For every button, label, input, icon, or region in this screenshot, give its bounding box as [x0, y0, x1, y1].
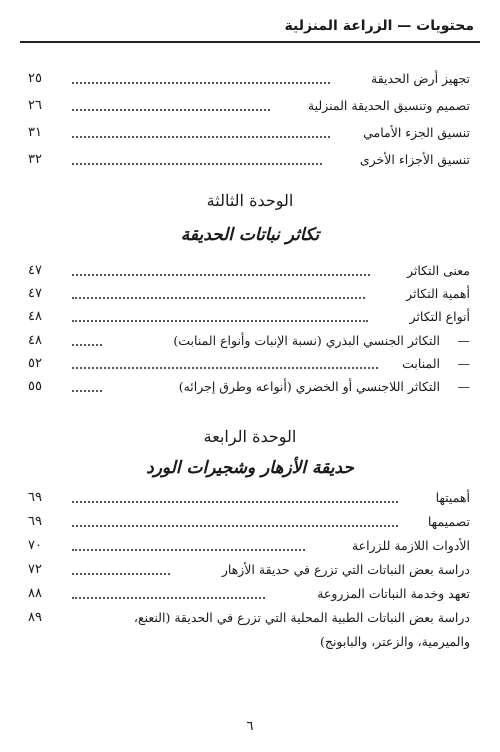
- page-number: ٦: [246, 719, 254, 734]
- toc-entry-page: ٣١: [28, 125, 42, 140]
- sub-entry-dash: —: [457, 333, 470, 348]
- toc-entry-page: ٧٠: [28, 538, 42, 553]
- toc-entry-page: ٤٨: [28, 309, 42, 324]
- toc-entry-page: ٦٩: [28, 490, 42, 505]
- toc-entry-title: تنسيق الجزء الأمامي: [363, 125, 470, 140]
- toc-entry-title: التكاثر اللاجنسي أو الخضري (أنواعه وطرق إجرائه): [178, 379, 440, 394]
- header-rule: [20, 41, 480, 43]
- toc-entry-title: تنسيق الأجزاء الأخرى: [359, 152, 470, 167]
- toc-entry-continuation: والميرمية، والزعتر، والبابونج): [320, 634, 470, 649]
- toc-sub-entry[interactable]: [28, 331, 470, 351]
- toc-entry[interactable]: [28, 560, 470, 580]
- toc-entry[interactable]: [28, 96, 470, 116]
- leader-dots: [72, 274, 370, 276]
- leader-dots: [72, 82, 330, 84]
- toc-entry[interactable]: [28, 261, 470, 281]
- toc-entry-title: أهميتها: [435, 490, 470, 505]
- leader-dots: [72, 297, 365, 299]
- toc-entry[interactable]: [28, 150, 470, 170]
- leader-dots: [72, 109, 270, 111]
- toc-entry-title: الأدوات اللازمة للزراعة: [351, 538, 470, 553]
- unit-label: الوحدة الثالثة: [206, 191, 294, 210]
- toc-entry[interactable]: [28, 69, 470, 89]
- leader-dots: [72, 501, 398, 503]
- leader-dots: [72, 163, 322, 165]
- toc-entry-page: ٤٧: [28, 286, 42, 301]
- toc-entry-page: ٧٢: [28, 562, 42, 577]
- toc-sub-entry[interactable]: [28, 377, 470, 397]
- toc-entry-title: أهمية التكاثر: [406, 286, 470, 301]
- unit-title: تكاثر نباتات الحديقة: [180, 225, 320, 245]
- toc-entry-title: تصميمها: [427, 514, 470, 529]
- toc-entry-page: ٥٥: [28, 379, 42, 394]
- toc-entry[interactable]: [28, 584, 470, 604]
- toc-entry-page: ٥٢: [28, 356, 42, 371]
- unit-title: حديقة الأزهار وشجيرات الورد: [146, 458, 354, 478]
- toc-entry-title: دراسة بعض النباتات الطبية المحلية التي تزرع في الحديقة (النعنع،: [133, 610, 470, 625]
- toc-entry-page: ٢٦: [28, 98, 42, 113]
- toc-entry[interactable]: [28, 488, 470, 508]
- toc-entry[interactable]: [28, 123, 470, 143]
- leader-dots: [72, 549, 305, 551]
- leader-dots: [72, 597, 265, 599]
- toc-entry[interactable]: [28, 608, 470, 628]
- leader-dots: [72, 573, 170, 575]
- toc-entry[interactable]: [28, 284, 470, 304]
- toc-entry[interactable]: [28, 307, 470, 327]
- toc-entry-title: دراسة بعض النباتات التي تزرع في حديقة الأزهار: [221, 562, 470, 577]
- toc-entry-page: ٨٨: [28, 586, 42, 601]
- toc-entry-title: أنواع التكاثر: [409, 309, 470, 324]
- sub-entry-dash: —: [457, 379, 470, 394]
- leader-dots: [72, 344, 102, 346]
- toc-entry-page: ٨٩: [28, 610, 42, 625]
- leader-dots: [72, 390, 102, 392]
- toc-sub-entry[interactable]: [28, 354, 470, 374]
- toc-entry-page: ٣٢: [28, 152, 42, 167]
- sub-entry-dash: —: [457, 356, 470, 371]
- toc-entry[interactable]: [28, 536, 470, 556]
- leader-dots: [72, 320, 368, 322]
- toc-entry-page: ٤٧: [28, 263, 42, 278]
- toc-entry-title: المنابت: [402, 356, 440, 371]
- leader-dots: [72, 525, 398, 527]
- toc-entry-page: ٢٥: [28, 71, 42, 86]
- unit-label: الوحدة الرابعة: [203, 427, 297, 446]
- toc-entry-page: ٤٨: [28, 333, 42, 348]
- toc-entry-title: تعهد وخدمة النباتات المزروعة: [317, 586, 470, 601]
- running-head: محتويات — الزراعة المنزلية: [284, 18, 474, 34]
- toc-entry-title: معنى التكاثر: [406, 263, 470, 278]
- toc-entry-page: ٦٩: [28, 514, 42, 529]
- toc-entry[interactable]: [28, 512, 470, 532]
- toc-entry-title: تجهيز أرض الحديقة: [371, 71, 470, 86]
- toc-entry-title: التكاثر الجنسي البذري (نسبة الإنبات وأنواع المنابت): [173, 333, 440, 348]
- leader-dots: [72, 136, 330, 138]
- toc-entry-title: تصميم وتنسيق الحديقة المنزلية: [307, 98, 470, 113]
- leader-dots: [72, 367, 378, 369]
